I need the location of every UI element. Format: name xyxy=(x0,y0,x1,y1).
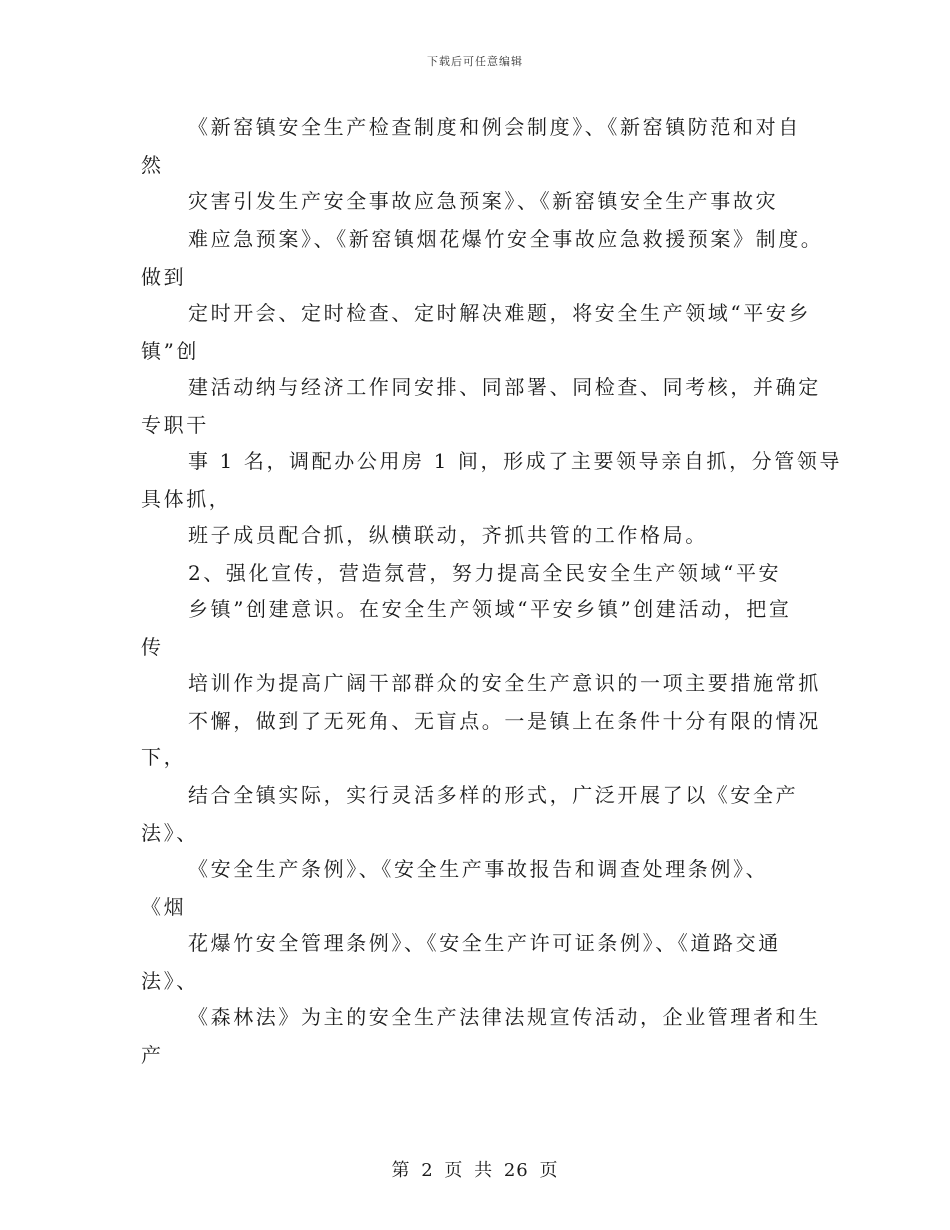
text-line: 专职干 xyxy=(141,413,209,437)
text-line: 难应急预案》、《新窑镇烟花爆竹安全事故应急救援预案》制度。 xyxy=(188,227,824,251)
text-line: 不懈，做到了无死角、无盲点。一是镇上在条件十分有限的情况 xyxy=(188,709,821,733)
text-line: 法》、 xyxy=(141,821,199,845)
text-line: 《安全生产条例》、《安全生产事故报告和调查处理条例》、 xyxy=(188,857,769,881)
text-line: 培训作为提高广阔干部群众的安全生产意识的一项主要措施常抓 xyxy=(188,671,821,695)
text-line: 产 xyxy=(141,1043,164,1067)
text-line: 建活动纳与经济工作同安排、同部署、同检查、同考核，并确定 xyxy=(188,375,821,399)
text-line: 灾害引发生产安全事故应急预案》、《新窑镇安全生产事故灾 xyxy=(188,189,779,213)
text-line: 乡镇”创建意识。在安全生产领域“平安乡镇”创建活动，把宣 xyxy=(188,597,792,621)
page-header: 下载后可任意编辑 xyxy=(427,55,523,68)
text-line: 法》、 xyxy=(141,969,199,993)
text-line: 花爆竹安全管理条例》、《安全生产许可证条例》、《道路交通 xyxy=(188,931,781,955)
text-line: 《烟 xyxy=(141,895,187,919)
text-line: 事 1 名，调配办公用房 1 间，形成了主要领导亲自抓，分管领导 xyxy=(188,449,843,473)
text-line: 定时开会、定时检查、定时解决难题，将安全生产领域“平安乡 xyxy=(188,301,812,325)
text-line: 具体抓， xyxy=(141,487,232,511)
text-line: 2、强化宣传，营造氛营，努力提高全民安全生产领域“平安 xyxy=(188,561,782,585)
text-line: 《新窑镇安全生产检查制度和例会制度》、《新窑镇防范和对自 xyxy=(188,115,801,139)
text-line: 班子成员配合抓，纵横联动，齐抓共管的工作格局。 xyxy=(188,523,708,547)
text-line: 传 xyxy=(141,635,164,659)
text-line: 镇”创 xyxy=(141,339,200,363)
text-line: 然 xyxy=(141,153,164,177)
text-line: 做到 xyxy=(141,265,187,289)
text-line: 下， xyxy=(141,745,187,769)
text-line: 结合全镇实际，实行灵活多样的形式，广泛开展了以《安全产 xyxy=(188,783,799,807)
page-number: 第 2 页 共 26 页 xyxy=(391,1160,559,1181)
text-line: 《森林法》为主的安全生产法律法规宣传活动，企业管理者和生 xyxy=(188,1005,821,1029)
